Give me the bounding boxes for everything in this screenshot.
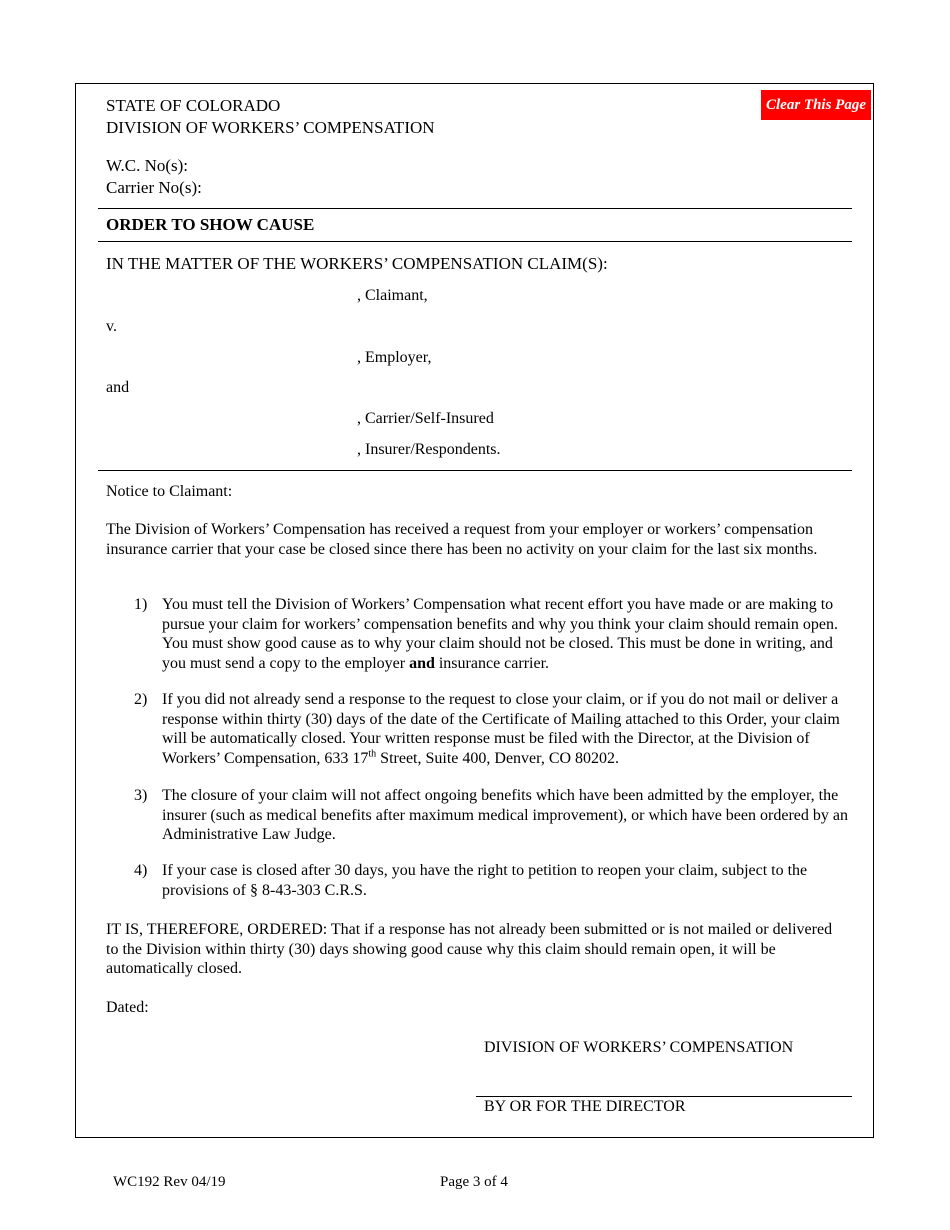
- form-number: WC192 Rev 04/19: [113, 1174, 226, 1190]
- item-text: If your case is closed after 30 days, you have the right to petition to reopen your claim, subject to the provisions of § 8-43-303 C.R.S.: [162, 862, 808, 899]
- clear-page-button[interactable]: Clear This Page: [761, 90, 871, 120]
- signature-by: BY OR FOR THE DIRECTOR: [484, 1098, 686, 1115]
- page-title: ORDER TO SHOW CAUSE: [106, 215, 315, 234]
- employer-line: , Employer,: [357, 349, 432, 366]
- order-paragraph: IT IS, THEREFORE, ORDERED: That if a response has not already been submitted or is not mailed or delivered to the Division within thirty (30) days showing good cause why this claim should remain open, it will be automatically closed.: [106, 921, 833, 978]
- divider: [98, 241, 852, 242]
- claimant-line: , Claimant,: [357, 287, 428, 304]
- divider: [98, 208, 852, 209]
- notice-heading: Notice to Claimant:: [106, 483, 233, 500]
- item-number: 2): [134, 691, 148, 708]
- and-label: and: [106, 379, 130, 396]
- division-heading: DIVISION OF WORKERS’ COMPENSATION: [106, 118, 435, 137]
- carrier-number-label: Carrier No(s):: [106, 178, 202, 197]
- item-text: If you did not already send a response to the request to close your claim, or if you do not mail or deliver a response within thirty (30) days of the date of the Certificate of Mailing attached to this Order, your claim will be automatically closed. Your written response must be filed with the Director, at the Division of Workers’ Compensation, 633 17th Street, Suite 400, Denver, CO 80202.: [162, 691, 840, 767]
- dated-label: Dated:: [106, 999, 149, 1016]
- item-number: 1): [134, 596, 148, 613]
- insurer-line: , Insurer/Respondents.: [357, 441, 501, 458]
- superscript: th: [368, 748, 377, 760]
- divider: [98, 470, 852, 471]
- wc-number-label: W.C. No(s):: [106, 156, 189, 175]
- item-number: 3): [134, 787, 148, 804]
- item-number: 4): [134, 862, 148, 879]
- page-number: Page 3 of 4: [440, 1174, 508, 1190]
- matter-caption: IN THE MATTER OF THE WORKERS’ COMPENSATION CLAIM(S):: [106, 254, 608, 273]
- carrier-line: , Carrier/Self-Insured: [357, 410, 494, 427]
- notice-intro: The Division of Workers’ Compensation has received a request from your employer or workers’ compensation insurance carrier that your case be closed since there has been no activity on your claim for the last six months.: [106, 521, 818, 558]
- item-text: You must tell the Division of Workers’ Compensation what recent effort you have made or are making to pursue your claim for workers’ compensation benefits and why you think your claim should remain open. You must show good cause as to why your claim should not be closed. This must be done in writing, and you must send a copy to the employer and insurance carrier.: [162, 596, 838, 672]
- emphasis: and: [409, 654, 435, 672]
- form-frame: [75, 83, 874, 1138]
- state-heading: STATE OF COLORADO: [106, 96, 281, 115]
- versus-label: v.: [106, 318, 117, 335]
- signature-division: DIVISION OF WORKERS’ COMPENSATION: [484, 1039, 794, 1056]
- item-text: The closure of your claim will not affect ongoing benefits which have been admitted by the employer, the insurer (such as medical benefits after maximum medical improvement), or which have been ordered by an Administrative Law Judge.: [162, 787, 848, 844]
